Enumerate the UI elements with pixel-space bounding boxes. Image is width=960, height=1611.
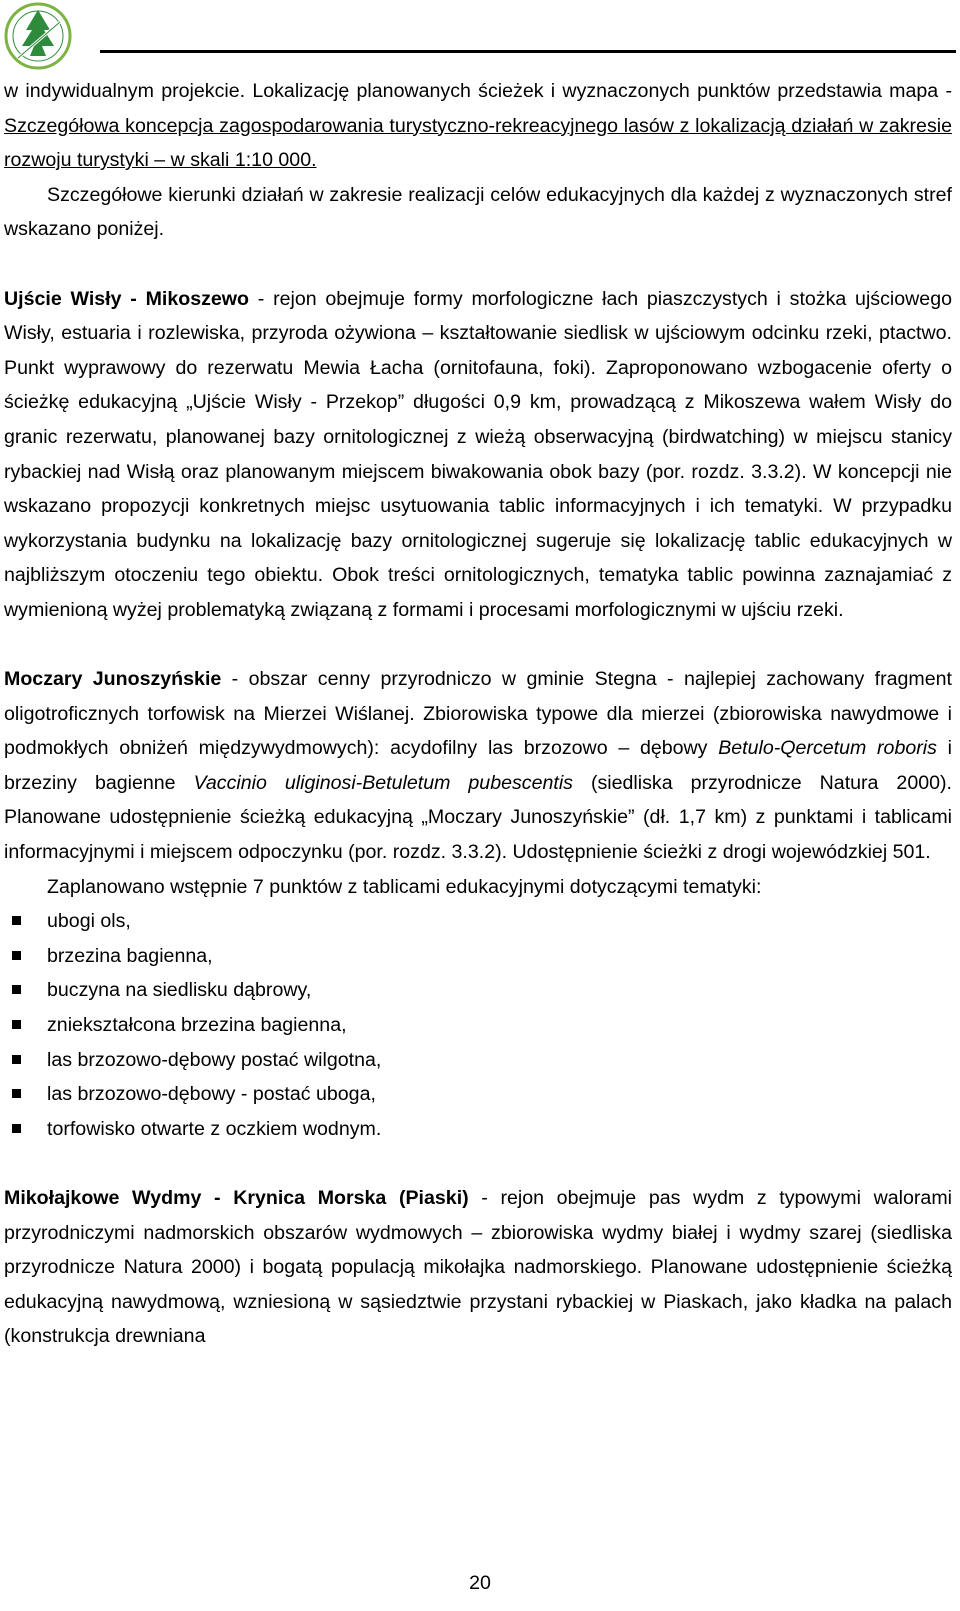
list-item — [4, 1077, 952, 1112]
section-heading-ujscie-wisly: Ujście Wisły - Mikoszewo — [4, 287, 249, 310]
list-item-text: buczyna na siedlisku dąbrowy, — [47, 979, 312, 1002]
bullet-icon — [12, 1089, 21, 1098]
bullet-icon — [12, 1124, 21, 1133]
paragraph-ujscie-wisly: Ujście Wisły - Mikoszewo - rejon obejmuje formy morfologiczne łach piaszczystych i stożka ujściowego Wisły, estuaria i rozlewiska, przyroda ożywiona – kształtowanie siedlisk w ujściowym odcinku rzeki, ptactwo. Punkt wyprawowy do rezerwatu Mewia Łacha (ornitofauna, foki). Zaproponowano wzbogacenie oferty o ścieżkę edukacyjną „Ujście Wisły - Przekop” długości 0,9 km, prowadzącą z Mikoszewa wałem Wisły do granic rezerwatu, planowanej bazy ornitologicznej z wieżą obserwacyjną (birdwatching) w miejscu stanicy rybackiej nad Wisłą oraz planowanym miejscem biwakowania obok bazy (por. rozdz. 3.3.2). W koncepcji nie wskazano propozycji konkretnych miejsc usytuowania tablic informacyjnych i ich tematyki. W przypadku wykorzystania budynku na lokalizację bazy ornitologicznej sugeruje się lokalizację tablic edukacyjnych w najbliższym otoczeniu tego obiektu. Obok treści ornitologicznych, tematyka tablic powinna zaznajamiać z wymienioną wyżej problematyką związaną z formami i procesami morfologicznymi w ujściu rzeki. — [4, 287, 952, 621]
section-heading-mikolajkowe: Mikołajkowe Wydmy - Krynica Morska (Piaski) — [4, 1187, 469, 1209]
list-item-text: las brzozowo-dębowy postać wilgotna, — [47, 1048, 382, 1071]
page-number: 20 — [469, 1572, 491, 1594]
map-reference-link[interactable]: Szczegółowa koncepcja zagospodarowania turystyczno-rekreacyjnego lasów z lokalizacją działań w zakresie rozwoju turystyki – w skali 1:10 000. — [4, 114, 952, 172]
list-item — [4, 904, 952, 939]
bullet-icon — [12, 916, 21, 925]
list-item — [4, 1112, 952, 1147]
topics-list — [4, 904, 952, 1146]
list-item-text: brzezina bagienna, — [47, 944, 213, 967]
paragraph-points-intro: Zaplanowano wstępnie 7 punktów z tablicami edukacyjnymi dotyczącymi tematyki: — [47, 875, 762, 898]
forestry-logo — [4, 2, 72, 70]
list-item-text: ubogi ols, — [47, 910, 131, 933]
list-item-text: torfowisko otwarte z oczkiem wodnym. — [47, 1117, 382, 1140]
bullet-icon — [12, 985, 21, 994]
bullet-icon — [12, 1020, 21, 1029]
paragraph-directions: Szczegółowe kierunki działań w zakresie realizacji celów edukacyjnych dla każdej z wyznaczonych stref wskazano poniżej. — [4, 183, 952, 241]
paragraph-intro: w indywidualnym projekcie. Lokalizację planowanych ścieżek i wyznaczonych punktów przedstawia mapa - Szczegółowa koncepcja zagospodarowania turystyczno-rekreacyjnego lasów z lokalizacją działań w zakresie rozwoju turystyki – w skali 1:10 000. — [4, 80, 952, 172]
list-item-text: zniekształcona brzezina bagienna, — [47, 1014, 347, 1037]
section-heading-moczary: Moczary Junoszyńskie — [4, 668, 222, 691]
document-body — [4, 74, 952, 1354]
bullet-icon — [12, 951, 21, 960]
paragraph-mikolajkowe: Mikołajkowe Wydmy - Krynica Morska (Piaski) - rejon obejmuje pas wydm z typowymi walorami przyrodniczymi nadmorskich obszarów wydmowych – zbiorowiska wydmy białej i wydmy szarej (siedliska przyrodnicze Natura 2000) i bogatą populacją mikołajka nadmorskiego. Planowane udostępnienie ścieżką edukacyjną nawydmową, wzniesioną w sąsiedztwie przystani rybackiej w Piaskach, jako kładka na palach (konstrukcja drewniana — [4, 1187, 952, 1348]
list-item-text: las brzozowo-dębowy - postać uboga, — [47, 1083, 376, 1106]
header-rule — [100, 50, 956, 53]
paragraph-moczary: Moczary Junoszyńskie - obszar cenny przyrodniczo w gminie Stegna - najlepiej zachowany fragment oligotroficznych torfowisk na Mierzei Wiślanej. Zbiorowiska typowe dla mierzei (zbiorowiska nawydmowe i podmokłych obniżeń międzywydmowych): acydofilny las brzozowo – dębowy Betulo-Qercetum roboris i brzeziny bagienne Vaccinio uliginosi-Betuletum pubescentis (siedliska przyrodnicze Natura 2000). Planowane udostępnienie ścieżką edukacyjną „Moczary Junoszyńskie” (dł. 1,7 km) z punktami i tablicami informacyjnymi i miejscem odpoczynku (por. rozdz. 3.3.2). Udostępnienie ścieżki z drogi wojewódzkiej 501. — [4, 668, 953, 864]
list-item — [4, 1043, 952, 1078]
list-item — [4, 939, 952, 974]
list-item — [4, 1008, 952, 1043]
bullet-icon — [12, 1055, 21, 1064]
list-item — [4, 973, 952, 1008]
